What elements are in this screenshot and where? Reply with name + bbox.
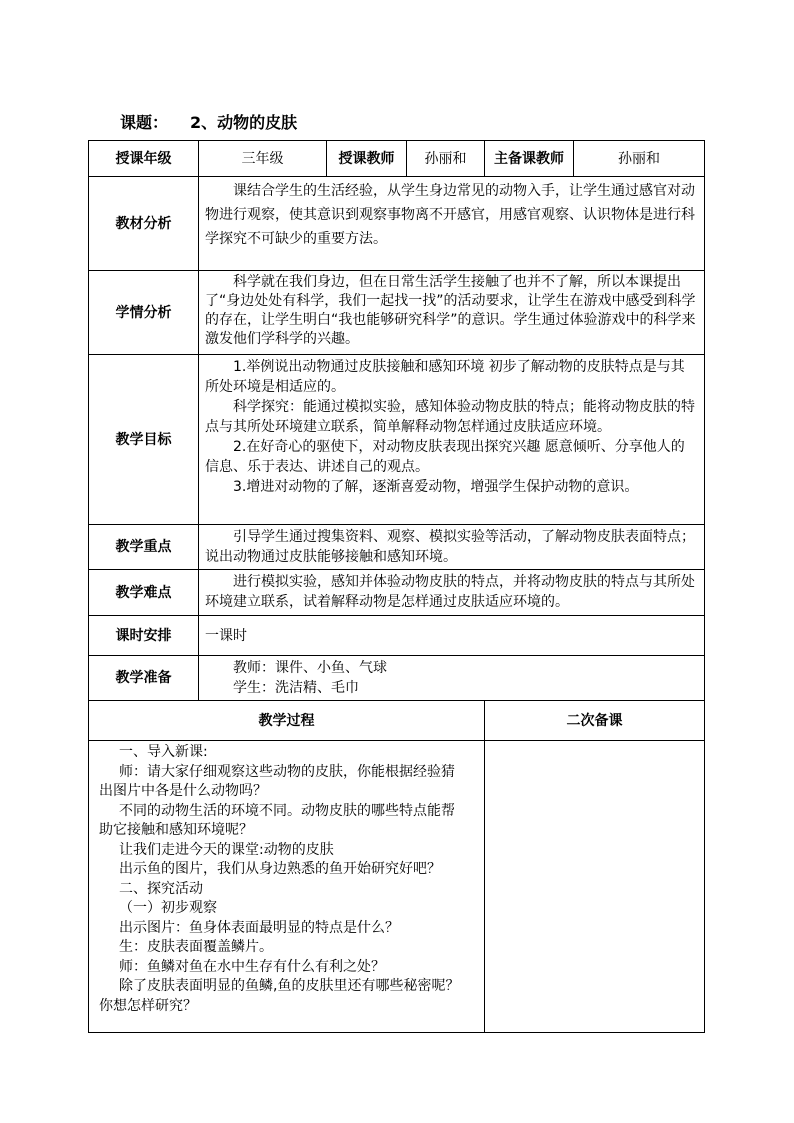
prep-row bbox=[89, 656, 705, 701]
material-row bbox=[89, 177, 705, 271]
process-line: 二、探究活动 bbox=[119, 880, 203, 897]
lesson-title bbox=[120, 110, 297, 133]
key-points-text: 引导学生通过搜集资料、观察、模拟实验等活动，了解动物皮肤表面特点；说出动物通过皮肤能够接触和感知环境。 bbox=[205, 529, 695, 565]
second-prep-header: 二次备课 bbox=[485, 701, 705, 741]
process-line: 除了皮肤表面明显的鱼鳞,鱼的皮肤里还有哪些秘密呢？ bbox=[119, 978, 460, 994]
process-line: 出示鱼的图片，我们从身边熟悉的鱼开始研究好吧？ bbox=[119, 861, 441, 877]
process-line: 一、导入新课: bbox=[119, 744, 208, 760]
schedule-text: 一课时 bbox=[205, 627, 247, 644]
schedule-row bbox=[89, 616, 705, 656]
difficulties-row bbox=[89, 570, 705, 616]
goals-label: 教学目标 bbox=[89, 355, 199, 525]
key-points-label: 教学重点 bbox=[89, 525, 199, 570]
lesson-title-text: 2、动物的皮肤 bbox=[190, 113, 298, 132]
difficulties-label: 教学难点 bbox=[89, 570, 199, 616]
goal-item: 3.增进对动物的了解，逐渐喜爱动物，增强学生保护动物的意识。 bbox=[233, 479, 639, 495]
prep-student: 学生：洗洁精、毛巾 bbox=[233, 680, 359, 696]
prep-label: 教学准备 bbox=[89, 656, 199, 701]
process-line: 你想怎样研究？ bbox=[99, 997, 197, 1014]
teacher-value: 孙丽和 bbox=[407, 141, 485, 177]
students-analysis bbox=[199, 271, 705, 355]
process-header-row bbox=[89, 701, 705, 741]
difficulties-text: 进行模拟实验，感知并体验动物皮肤的特点，并将动物皮肤的特点与其所处环境建立联系，试着解释动物是怎样通过皮肤适应环境的。 bbox=[205, 574, 695, 610]
lead-teacher-value: 孙丽和 bbox=[574, 141, 705, 177]
goal-item: 科学探究：能通过模拟实验，感知体验动物皮肤的特点；能将动物皮肤的特点与其所处环境建立联系，简单解释动物怎样通过皮肤适应环境。 bbox=[205, 399, 695, 435]
process-header: 教学过程 bbox=[89, 701, 485, 741]
schedule-label: 课时安排 bbox=[89, 616, 199, 656]
lesson-plan-table bbox=[88, 140, 705, 1033]
lead-teacher-label: 主备课教师 bbox=[485, 141, 574, 177]
teacher-label: 授课教师 bbox=[327, 141, 407, 177]
grade-value: 三年级 bbox=[199, 141, 327, 177]
process-line: 出示图片：鱼身体表面最明显的特点是什么？ bbox=[119, 919, 399, 936]
material-analysis bbox=[199, 177, 705, 271]
material-label: 教材分析 bbox=[89, 177, 199, 271]
students-label: 学情分析 bbox=[89, 271, 199, 355]
grade-label: 授课年级 bbox=[89, 141, 199, 177]
process-line: 让我们走进今天的课堂:动物的皮肤 bbox=[119, 841, 334, 858]
key-points-content bbox=[199, 525, 705, 570]
students-text: 科学就在我们身边，但在日常生活学生接触了也并不了解，所以本课提出了“身边处处有科学，我们一起找一找”的活动要求，让学生在游戏中感受到科学的存在，让学生明白“我也能够研究科学”的意识。学生通过体验游戏中的科学来激发他们学科学的兴趣。 bbox=[205, 274, 696, 347]
process-content bbox=[89, 741, 485, 1033]
goals-row bbox=[89, 355, 705, 525]
schedule-content bbox=[199, 616, 705, 656]
prep-content bbox=[199, 656, 705, 701]
students-row bbox=[89, 271, 705, 355]
process-line: 师：请大家仔细观察这些动物的皮肤，你能根据经验猜 bbox=[119, 763, 455, 780]
goal-item: 1.举例说出动物通过皮肤接触和感知环境 初步了解动物的皮肤特点是与其所处环境是相适应的。 bbox=[205, 359, 685, 395]
process-line: 助它接触和感知环境呢？ bbox=[99, 822, 253, 838]
key-points-row bbox=[89, 525, 705, 570]
goals-content bbox=[199, 355, 705, 525]
second-prep-content bbox=[485, 741, 705, 1033]
process-row bbox=[89, 741, 705, 1033]
difficulties-content bbox=[199, 570, 705, 616]
process-line: 出图片中各是什么动物吗？ bbox=[99, 783, 267, 799]
process-line: 师：鱼鳞对鱼在水中生存有什么有利之处？ bbox=[119, 958, 385, 975]
lesson-title-label: 课题： bbox=[120, 113, 169, 132]
process-line: 不同的动物生活的环境不同。动物皮肤的哪些特点能帮 bbox=[119, 802, 455, 819]
goal-item: 2.在好奇心的驱使下，对动物皮肤表现出探究兴趣 愿意倾听、分享他人的信息、乐于表达、讲述自己的观点。 bbox=[205, 439, 685, 475]
info-row bbox=[89, 141, 705, 177]
prep-teacher: 教师：课件、小鱼、气球 bbox=[233, 660, 387, 676]
process-line: 生：皮肤表面覆盖鳞片。 bbox=[119, 939, 273, 955]
material-text: 课结合学生的生活经验，从学生身边常见的动物入手，让学生通过感官对动物进行观察，使其意识到观察事物离不开感官，用感官观察、认识物体是进行科学探究不可缺少的重要方法。 bbox=[205, 183, 695, 247]
process-line: （一）初步观察 bbox=[119, 900, 217, 916]
